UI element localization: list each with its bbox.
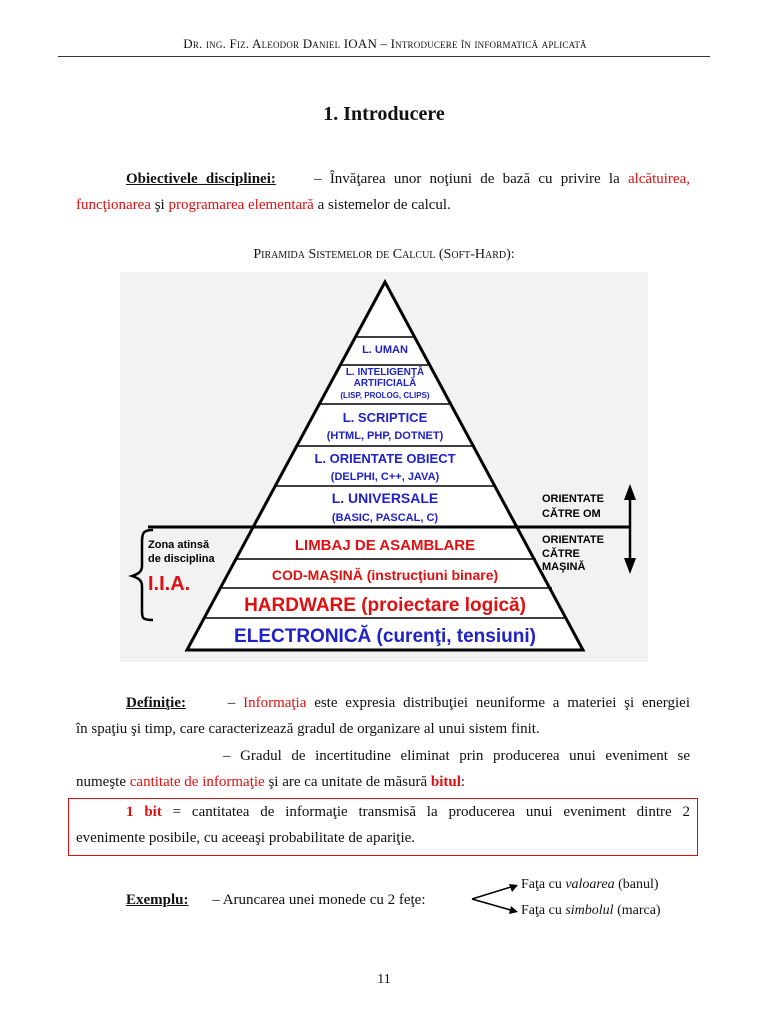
right-top-1: ORIENTATE: [542, 493, 604, 505]
level-cod: COD-MAŞINĂ (instrucţiuni binare): [271, 567, 499, 583]
objectives-line-1: [76, 166, 690, 192]
definition-bitul: bitul: [430, 774, 461, 790]
definition-numeste: numeşte: [76, 774, 126, 790]
page-number: 11: [377, 972, 391, 987]
pyramid-svg: [120, 272, 648, 662]
definition-p1-rest: este expresia distribuţiei neuniforme a materiei şi energiei: [314, 695, 691, 711]
objectives-rest: a sistemelor de calcul.: [317, 197, 451, 213]
level-ia-1: L. INTELIGENŢĂ: [345, 367, 425, 378]
branch-2-italic: simbolul: [565, 903, 614, 918]
objectives-and: şi: [154, 197, 165, 213]
level-el: ELECTRONICĂ (curenţi, tensiuni): [234, 626, 536, 647]
branch-1-suffix: (banul): [618, 877, 659, 892]
level-ia-3: (LISP, PROLOG, CLIPS): [340, 391, 430, 400]
example-text: – Aruncarea unei monede cu 2 feţe:: [212, 892, 426, 908]
double-arrow-icon: [624, 484, 636, 574]
bit-label: 1 bit: [126, 804, 162, 820]
example-branch-2: [521, 903, 661, 919]
branch-2-suffix: (marca): [617, 903, 661, 918]
objectives-red-functionarea: funcţionarea: [76, 197, 151, 213]
level-script-1: L. SCRIPTICE: [342, 410, 428, 425]
definition-label: Definiţie:: [126, 695, 186, 711]
branch-2-prefix: Faţa cu: [521, 903, 562, 918]
example-label: Exemplu:: [126, 892, 189, 908]
definition-p2-mid: şi are ca unitate de măsură: [268, 774, 428, 790]
right-bot-3: MAŞINĂ: [542, 561, 586, 573]
definition-colon: :: [460, 774, 466, 790]
objectives-label: Obiectivele disciplinei:: [126, 171, 276, 187]
level-script-2: (HTML, PHP, DOTNET): [326, 430, 444, 442]
level-univ-2: (BASIC, PASCAL, C): [331, 512, 439, 524]
zone-line-2: de disciplina: [148, 553, 215, 565]
definition-line-3: – Gradul de incertitudine eliminat prin producerea unui eveniment se: [223, 748, 690, 764]
definition-red-cantitate: cantitate de informaţie: [129, 774, 265, 790]
level-ia-2: ARTIFICIALĂ: [353, 378, 417, 389]
figure-caption: Piramida Sistemelor de Calcul (Soft-Hard):: [253, 247, 515, 262]
zone-line-1: Zona atinsă: [148, 539, 210, 551]
example-branch-1: [521, 877, 659, 893]
definition-red-informatia: Informaţia: [243, 695, 307, 711]
objectives-red-alcatuirea: alcătuirea,: [627, 171, 690, 187]
definition-dash: –: [227, 695, 236, 711]
objectives-red-programarea: programarea elementară: [168, 197, 314, 213]
section-title: 1. Introducere: [323, 103, 445, 125]
objectives-line-2: [76, 192, 690, 218]
definition-line-4: [76, 769, 690, 795]
pyramid-figure: [120, 272, 648, 662]
header-divider: [58, 56, 710, 57]
objectives-text: – Învăţarea unor noţiuni de bază cu privire la: [314, 171, 620, 187]
bit-line-1-rest: = cantitatea de informaţie transmisă la producerea unui eveniment dintre 2: [172, 804, 690, 820]
level-uman: L. UMAN: [362, 344, 408, 356]
running-header: Dr. ing. Fiz. Aleodor Daniel IOAN – Introducere în informatică aplicată: [183, 36, 587, 51]
zone-iia: I.I.A.: [148, 573, 191, 595]
right-bot-1: ORIENTATE: [542, 534, 604, 546]
definition-line-1: [76, 690, 690, 716]
example-line: [126, 887, 426, 913]
right-top-2: CĂTRE OM: [542, 508, 601, 520]
level-univ-1: L. UNIVERSALE: [331, 490, 439, 506]
bit-line-1: [76, 799, 690, 825]
level-asm: LIMBAJ DE ASAMBLARE: [294, 537, 476, 554]
branch-1-prefix: Faţa cu: [521, 877, 562, 892]
branch-1-italic: valoarea: [565, 877, 615, 892]
level-hw: HARDWARE (proiectare logică): [244, 595, 526, 616]
level-oo-2: (DELPHI, C++, JAVA): [330, 471, 440, 483]
bit-line-2: evenimente posibile, cu aceeaşi probabilitate de apariţie.: [76, 830, 416, 846]
right-bot-2: CĂTRE: [542, 548, 580, 560]
branch-arrows-icon: [468, 880, 522, 920]
definition-line-2: în spaţiu şi timp, care caracterizează gradul de organizare al unui sistem finit.: [76, 721, 540, 737]
level-oo-1: L. ORIENTATE OBIECT: [314, 451, 456, 466]
